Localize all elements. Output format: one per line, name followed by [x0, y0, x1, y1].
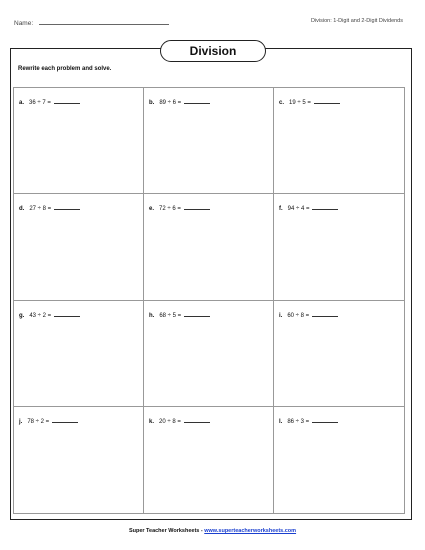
problem-letter: b. [149, 100, 155, 106]
problem-letter: c. [279, 100, 285, 106]
problem-letter: d. [19, 206, 25, 213]
footer-separator: - [199, 528, 205, 534]
worksheet-subject: Division: 1-Digit and 2-Digit Dividends [310, 18, 403, 24]
problem-letter: l. [279, 418, 283, 425]
problem-cell-l [274, 407, 404, 513]
problem-cell-d [14, 194, 144, 300]
problem-letter: h. [149, 312, 155, 319]
name-label: Name: [14, 20, 34, 27]
answer-blank[interactable] [184, 98, 210, 104]
problem-cell-a [14, 88, 144, 194]
answer-blank[interactable] [312, 311, 338, 317]
footer-website-link[interactable]: www.superteacherworksheets.com [204, 528, 297, 534]
problem-cell-k [144, 407, 274, 513]
problem-expression: 19 ÷ 5 = [289, 100, 311, 106]
problem-expression: 78 ÷ 2 = [27, 418, 50, 425]
problem-expression: 86 ÷ 3 = [287, 418, 310, 425]
problem-cell-e [144, 194, 274, 300]
name-field-row [14, 18, 169, 27]
problem-expression: 43 ÷ 2 = [29, 312, 52, 319]
footer [0, 528, 425, 534]
problem-expression: 94 ÷ 4 = [287, 206, 310, 213]
problem-expression: 36 ÷ 7 = [29, 100, 51, 106]
answer-blank[interactable] [52, 417, 78, 423]
instructions: Rewrite each problem and solve. [18, 66, 112, 72]
answer-blank[interactable] [54, 311, 80, 317]
problem-letter: f. [279, 206, 283, 213]
problem-letter: a. [19, 100, 25, 106]
problem-expression: 27 ÷ 8 = [29, 206, 52, 213]
problem-cell-c [274, 88, 404, 194]
problem-cell-g [14, 301, 144, 407]
answer-blank[interactable] [54, 98, 80, 104]
problem-cell-j [14, 407, 144, 513]
problem-letter: g. [19, 312, 25, 319]
problem-expression: 20 ÷ 8 = [159, 418, 181, 425]
problem-cell-b [144, 88, 274, 194]
answer-blank[interactable] [184, 311, 210, 317]
answer-blank[interactable] [54, 204, 80, 210]
problem-letter: e. [149, 206, 155, 213]
problem-cell-i [274, 301, 404, 407]
problem-grid [13, 87, 405, 514]
problem-cell-h [144, 301, 274, 407]
answer-blank[interactable] [184, 417, 210, 423]
answer-blank[interactable] [312, 417, 338, 423]
problem-expression: 89 ÷ 6 = [159, 100, 182, 106]
problem-expression: 72 ÷ 6 = [159, 206, 181, 213]
problem-expression: 68 ÷ 5 = [159, 312, 182, 319]
answer-blank[interactable] [184, 204, 210, 210]
problem-letter: j. [19, 418, 23, 425]
problem-letter: i. [279, 312, 283, 319]
footer-brand: Super Teacher Worksheets [128, 528, 200, 534]
problem-expression: 60 ÷ 8 = [287, 312, 310, 319]
name-blank-line[interactable] [39, 18, 169, 25]
problem-letter: k. [149, 418, 155, 425]
worksheet-title: Division [160, 40, 266, 62]
answer-blank[interactable] [314, 98, 340, 104]
problem-cell-f [274, 194, 404, 300]
answer-blank[interactable] [312, 204, 338, 210]
